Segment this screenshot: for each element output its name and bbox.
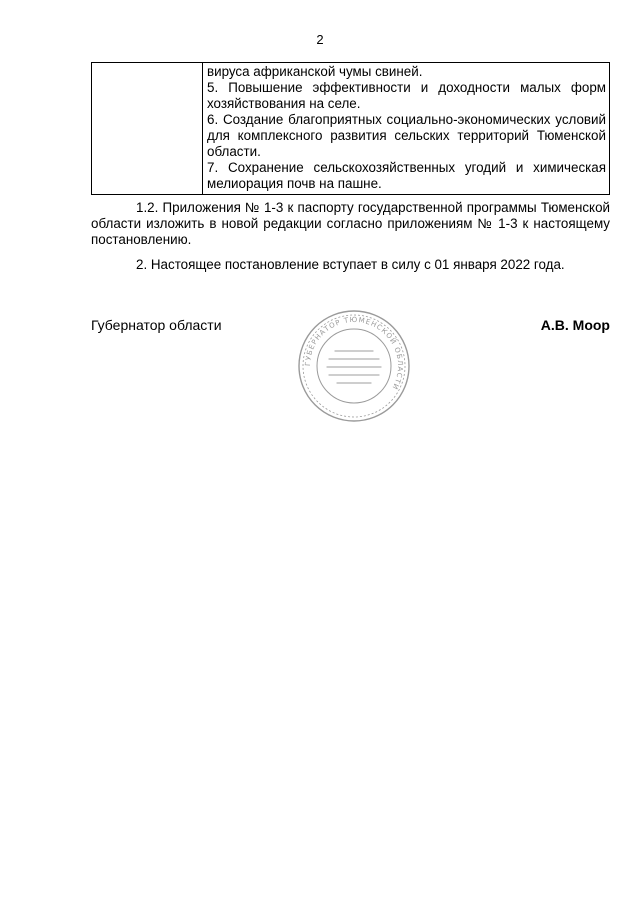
paragraph-1-2: 1.2. Приложения № 1-3 к паспорту государственной программы Тюменской области изложить в новой редакции согласно приложениям № 1-3 к настоящему постановлению. xyxy=(91,200,610,247)
continuation-table xyxy=(91,62,610,195)
list-item: 6. Создание благоприятных социально-экономических условий для комплексного развития сельских территорий Тюменской области. xyxy=(207,112,606,159)
list-item: 5. Повышение эффективности и доходности малых форм хозяйствования на селе. xyxy=(207,80,606,111)
paragraph-2: 2. Настоящее постановление вступает в силу с 01 января 2022 года. xyxy=(136,257,565,272)
table-right-cell xyxy=(203,63,610,195)
table-left-cell xyxy=(92,63,203,195)
list-item: вируса африканской чумы свиней. xyxy=(207,64,423,79)
list-item: 7. Сохранение сельскохозяйственных угодий и химическая мелиорация почв на пашне. xyxy=(207,160,606,191)
seal-outer-text: ГУБЕРНАТОР ТЮМЕНСКОЙ ОБЛАСТИ xyxy=(303,315,405,392)
table-row xyxy=(92,63,610,195)
signer-name: А.В. Моор xyxy=(540,317,610,333)
page-number: 2 xyxy=(316,32,324,47)
official-seal-icon xyxy=(297,309,411,423)
signer-role: Губернатор области xyxy=(91,317,222,333)
